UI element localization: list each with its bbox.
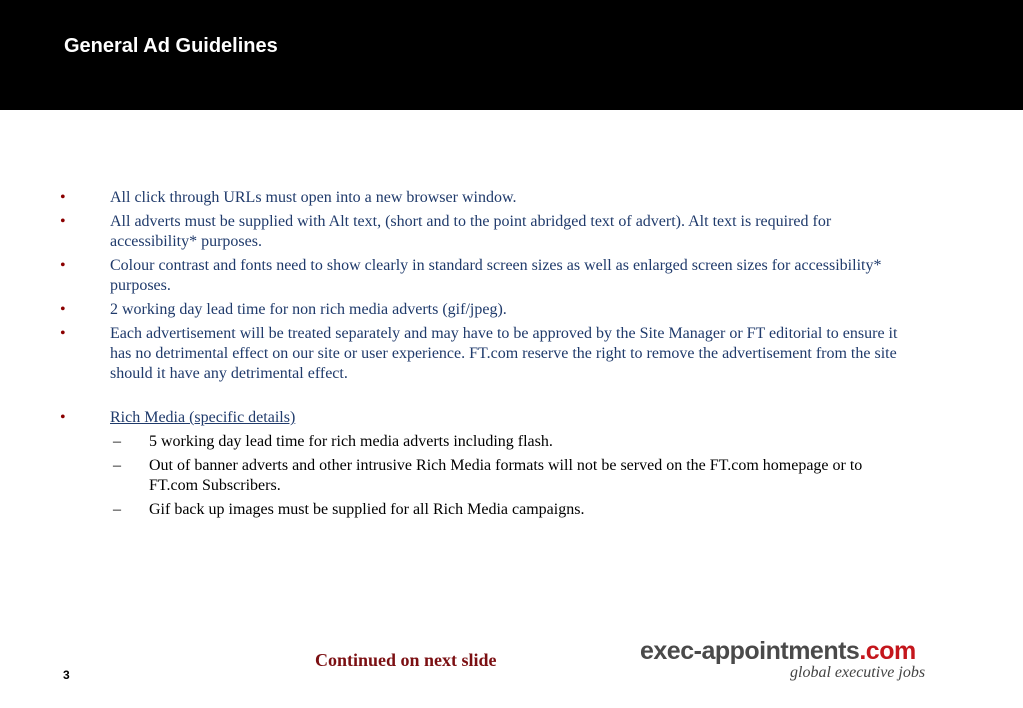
- logo-main-text: exec-appointments: [640, 637, 860, 665]
- sub-bullet-text: 5 working day lead time for rich media adverts including flash.: [149, 433, 553, 450]
- bullet-item: [0, 256, 900, 296]
- sub-bullet-marker: –: [113, 433, 121, 450]
- bullet-text: 2 working day lead time for non rich media adverts (gif/jpeg).: [110, 301, 507, 318]
- sub-bullet-text: Out of banner adverts and other intrusive Rich Media formats will not be served on the FT.com homepage or to FT.com Subscribers.: [149, 457, 863, 494]
- bullet-marker: •: [60, 301, 66, 318]
- page-number: 3: [63, 668, 70, 682]
- bullet-text: Colour contrast and fonts need to show clearly in standard screen sizes as well as enlarged screen sizes for accessibility* purposes.: [110, 257, 882, 294]
- bullet-item: [0, 324, 900, 384]
- slide-title: General Ad Guidelines: [64, 35, 278, 57]
- bullet-text: Each advertisement will be treated separately and may have to be approved by the Site Manager or FT editorial to ensure it has no detrimental effect on our site or user experience. FT.com reserve the right to remove the advertisement from the site should it have any detrimental effect.: [110, 325, 898, 382]
- bullet-marker: •: [60, 409, 66, 426]
- continued-note: Continued on next slide: [315, 650, 497, 670]
- slide-content: [0, 188, 1023, 524]
- sub-bullet-item: [0, 432, 869, 452]
- logo-tagline: global executive jobs: [790, 664, 926, 681]
- bullet-item: [0, 212, 900, 252]
- brand-logo: [640, 637, 970, 687]
- bullet-marker: •: [60, 213, 66, 230]
- bullet-marker: •: [60, 189, 66, 206]
- sub-bullet-item: [0, 500, 869, 520]
- sub-bullet-text: Gif back up images must be supplied for all Rich Media campaigns.: [149, 501, 585, 518]
- bullet-item: [0, 300, 900, 320]
- bullet-item: [0, 188, 900, 208]
- sub-bullet-item: [0, 456, 869, 496]
- bullet-marker: •: [60, 257, 66, 274]
- logo-wordmark: [640, 637, 916, 665]
- rich-media-bullet: [0, 408, 900, 428]
- bullet-marker: •: [60, 325, 66, 342]
- rich-media-link[interactable]: Rich Media (specific details): [110, 409, 296, 426]
- sub-bullet-marker: –: [113, 457, 121, 474]
- sub-bullet-marker: –: [113, 501, 121, 518]
- logo-accent-text: .com: [859, 637, 916, 665]
- header-band: [0, 0, 1023, 110]
- bullet-text: All adverts must be supplied with Alt text, (short and to the point abridged text of advert). Alt text is required for accessibility* purposes.: [110, 213, 832, 250]
- bullet-text: All click through URLs must open into a new browser window.: [110, 189, 517, 206]
